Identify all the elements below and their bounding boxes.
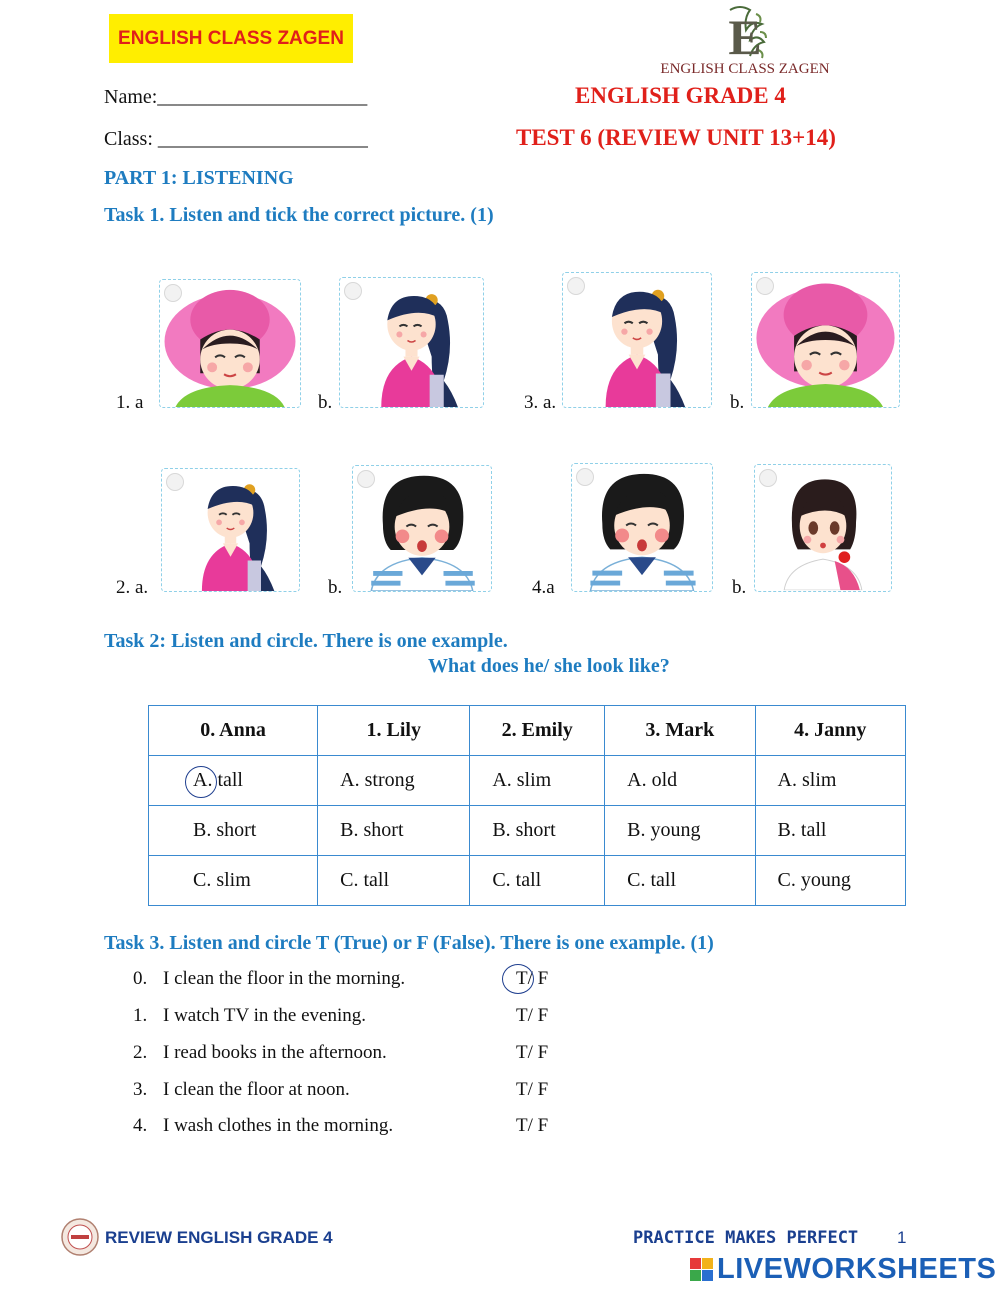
girl-hat-image (160, 280, 300, 407)
example-answer-circle (502, 964, 534, 994)
item-sentence: I watch TV in the evening. (163, 1005, 366, 1026)
option-cell[interactable]: B. young (605, 806, 755, 856)
girl-ponytail-image (162, 469, 299, 591)
option-cell[interactable]: A. slim (470, 756, 605, 806)
name-field[interactable]: Name:_____________________ (104, 86, 368, 108)
q3a-radio[interactable] (567, 277, 585, 295)
table-row (149, 856, 906, 906)
girl-bob-image (572, 464, 712, 591)
brand-logo (660, 2, 830, 78)
table-header: 2. Emily (470, 706, 605, 756)
list-item (133, 968, 633, 994)
true-false-choice[interactable]: T/ F (516, 1115, 549, 1136)
girl-bob-image (353, 466, 491, 591)
q3a-label: 3. a. (524, 392, 557, 413)
q2b-label: b. (328, 577, 343, 598)
true-false-choice[interactable]: T/ F (516, 1005, 549, 1026)
item-sentence: I wash clothes in the morning. (163, 1115, 394, 1136)
option-cell[interactable]: A. strong (318, 756, 470, 806)
table-row (149, 756, 906, 806)
q2b-picture[interactable] (352, 465, 492, 592)
q1a-picture[interactable] (159, 279, 301, 408)
girl-ponytail-image (563, 273, 711, 407)
liveworksheets-brand[interactable] (690, 1253, 996, 1286)
liveworksheets-icon (690, 1258, 713, 1281)
item-number: 2. (133, 1042, 148, 1063)
logo-caption: ENGLISH CLASS ZAGEN (660, 61, 830, 77)
q1b-picture[interactable] (339, 277, 484, 408)
q2a-radio[interactable] (166, 473, 184, 491)
footer-left-text: REVIEW ENGLISH GRADE 4 (105, 1228, 333, 1247)
class-field[interactable]: Class: _____________________ (104, 128, 368, 150)
list-item (133, 1042, 633, 1068)
true-false-choice[interactable]: T/ F (516, 1042, 549, 1063)
page-number: 1 (897, 1228, 907, 1247)
task2-heading: Task 2: Listen and circle. There is one example. (104, 630, 508, 652)
task2-question: What does he/ she look like? (428, 655, 670, 677)
q3b-picture[interactable] (751, 272, 900, 408)
q1b-radio[interactable] (344, 282, 362, 300)
option-cell[interactable]: A. old (605, 756, 755, 806)
q4a-label: 4.a (532, 577, 555, 598)
girl-hat-image (752, 273, 899, 407)
q1a-radio[interactable] (164, 284, 182, 302)
option-cell[interactable]: C. tall (605, 856, 755, 906)
option-cell[interactable]: B. tall (755, 806, 905, 856)
q4a-picture[interactable] (571, 463, 713, 592)
q4a-radio[interactable] (576, 468, 594, 486)
option-cell[interactable]: B. short (470, 806, 605, 856)
q4b-picture[interactable] (754, 464, 892, 592)
table-row (149, 806, 906, 856)
q3b-label: b. (730, 392, 745, 413)
item-number: 1. (133, 1005, 148, 1026)
example-answer-circle (185, 766, 217, 798)
footer-logo (61, 1218, 99, 1256)
option-cell[interactable]: C. young (755, 856, 905, 906)
logo-letter: E (728, 9, 762, 65)
q2a-picture[interactable] (161, 468, 300, 592)
q4b-radio[interactable] (759, 469, 777, 487)
item-number: 3. (133, 1079, 148, 1100)
item-sentence: I read books in the afternoon. (163, 1042, 387, 1063)
table-header-row (149, 706, 906, 756)
option-cell[interactable]: C. tall (318, 856, 470, 906)
girl-small-image (755, 465, 891, 591)
list-item (133, 1005, 633, 1031)
option-cell[interactable]: A. slim (755, 756, 905, 806)
footer-right-text: PRACTICE MAKES PERFECT (633, 1228, 859, 1248)
girl-ponytail-image (340, 278, 483, 407)
brand-text: LIVEWORKSHEETS (717, 1253, 997, 1285)
task2-table (148, 705, 906, 906)
task1-heading: Task 1. Listen and tick the correct picture. (1) (104, 204, 494, 226)
table-header: 4. Janny (755, 706, 905, 756)
q3a-picture[interactable] (562, 272, 712, 408)
q1a-label: 1. a (116, 392, 144, 413)
option-cell[interactable]: B. short (318, 806, 470, 856)
item-sentence: I clean the floor at noon. (163, 1079, 350, 1100)
q2b-radio[interactable] (357, 470, 375, 488)
part1-heading: PART 1: LISTENING (104, 167, 294, 189)
option-cell[interactable]: C. slim (149, 856, 318, 906)
table-header: 0. Anna (149, 706, 318, 756)
item-sentence: I clean the floor in the morning. (163, 968, 406, 989)
page-title: ENGLISH GRADE 4 (575, 83, 786, 108)
q4b-label: b. (732, 577, 747, 598)
q3b-radio[interactable] (756, 277, 774, 295)
table-header: 3. Mark (605, 706, 755, 756)
item-number: 4. (133, 1115, 148, 1136)
option-cell[interactable]: B. short (149, 806, 318, 856)
page-subtitle: TEST 6 (REVIEW UNIT 13+14) (516, 125, 836, 150)
class-badge: ENGLISH CLASS ZAGEN (109, 14, 353, 63)
item-number: 0. (133, 968, 148, 989)
true-false-choice[interactable]: T/ F (516, 968, 549, 989)
q1b-label: b. (318, 392, 333, 413)
list-item (133, 1079, 633, 1105)
true-false-choice[interactable]: T/ F (516, 1079, 549, 1100)
q2a-label: 2. a. (116, 577, 149, 598)
table-header: 1. Lily (318, 706, 470, 756)
option-cell[interactable]: C. tall (470, 856, 605, 906)
task3-heading: Task 3. Listen and circle T (True) or F (False). There is one example. (1) (104, 932, 714, 954)
option-cell[interactable]: A. tall (149, 756, 318, 806)
list-item (133, 1115, 633, 1141)
